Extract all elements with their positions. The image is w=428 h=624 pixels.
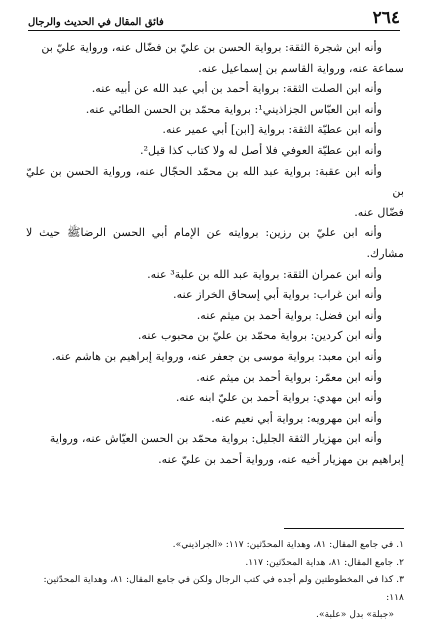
page-header (28, 8, 400, 28)
entry-line: وأنه ابن مهدي: برواية أحمد بن عليّ ابنه عنه. (175, 391, 382, 405)
footnote-3: ٣. كذا في المخطوطتين ولم أجده في كتب الرجال ولكن في جامع المقال: ٨١، وهداية المحدّثين: ١١٨: (43, 574, 404, 603)
entry-line: وأنه ابن عمران الثقة: برواية عبد الله بن علبة³ عنه. (147, 267, 382, 281)
entry-line: وأنه ابن مهرويه: برواية أبي نعيم عنه. (211, 411, 382, 425)
entry-3 (26, 100, 404, 121)
entry-8 (26, 265, 404, 286)
entry-line: وأنه ابن معبد: برواية موسى بن جعفر عنه، ورواية إبراهيم بن هاشم عنه. (51, 349, 382, 363)
entry-6 (26, 162, 404, 224)
entry-9 (26, 285, 404, 306)
entry-line: وأنه ابن كردين: برواية محمّد بن عليّ بن محبوب عنه. (137, 329, 382, 343)
entry-line: إبراهيم بن مهزيار أخيه عنه، ورواية أحمد بن عليّ عنه. (158, 452, 404, 466)
entry-11 (26, 326, 404, 347)
entry-line: وأنه ابن شجرة الثقة: برواية الحسن بن عليّ بن فضّال عنه، ورواية عليّ بن (41, 41, 382, 54)
header-rule (28, 30, 400, 31)
running-title: فائق المقال في الحديث والرجال (28, 17, 164, 28)
entry-15 (26, 409, 404, 430)
entry-line: وأنه ابن عطيّة الثقة: برواية [ابن] أبي عمير عنه. (162, 123, 382, 137)
entry-line: وأنه ابن فضل: برواية أحمد بن ميثم عنه. (196, 308, 382, 322)
footnote-1: ١. في جامع المقال: ٨١، وهداية المحدّثين: ١١٧: «الجراذيني». (172, 539, 404, 550)
footnote-2: ٢. جامع المقال: ٨١، هداية المحدّثين: ١١٧. (245, 556, 404, 568)
entry-line: وأنه ابن عطيّة العوفي فلا أصل له ولا كتاب كذا قيل². (139, 143, 382, 157)
footnote-3-continued: «جبلة» بدل «علبة». (316, 609, 394, 620)
entry-1 (26, 38, 404, 79)
entry-line: سماعة عنه، ورواية القاسم بن إسماعيل عنه. (198, 61, 404, 75)
entry-16 (26, 429, 404, 470)
entry-line: وأنه ابن الصلت الثقة: برواية أحمد بن أبي عبد الله عن أبيه عنه. (91, 82, 382, 96)
entry-line: وأنه ابن مهزيار الثقة الجليل: برواية محمّد بن الحسن العيّاش عنه، ورواية (49, 432, 382, 446)
entry-12 (26, 347, 404, 368)
page-number: ٢٦٤ (372, 8, 400, 28)
entry-5 (26, 141, 404, 162)
entry-line: وأنه ابن العبّاس الجزاذيني¹: برواية محمّد بن الحسن الطائي عنه. (85, 102, 382, 116)
entry-10 (26, 306, 404, 327)
entry-4 (26, 120, 404, 141)
entry-2 (26, 79, 404, 100)
entry-line: فضّال عنه. (354, 205, 404, 219)
entry-13 (26, 368, 404, 389)
entry-14 (26, 388, 404, 409)
entry-line: وأنه ابن عقبة: برواية عبد الله بن محمّد الحجّال عنه، ورواية الحسن بن عليّ بن (26, 164, 404, 199)
body-text (26, 38, 404, 470)
footnotes (26, 536, 404, 624)
entry-line: وأنه ابن معمّر: برواية أحمد بن ميثم عنه. (196, 370, 382, 384)
footnote-rule (284, 528, 404, 529)
entry-line: وأنه ابن عليّ بن رزين: بروايته عن الإمام أبي الحسن الرضاﷺ حيث لا مشارك. (26, 226, 404, 260)
entry-7 (26, 223, 404, 264)
entry-line: وأنه ابن غراب: برواية أبي إسحاق الخراز عنه. (173, 288, 382, 302)
